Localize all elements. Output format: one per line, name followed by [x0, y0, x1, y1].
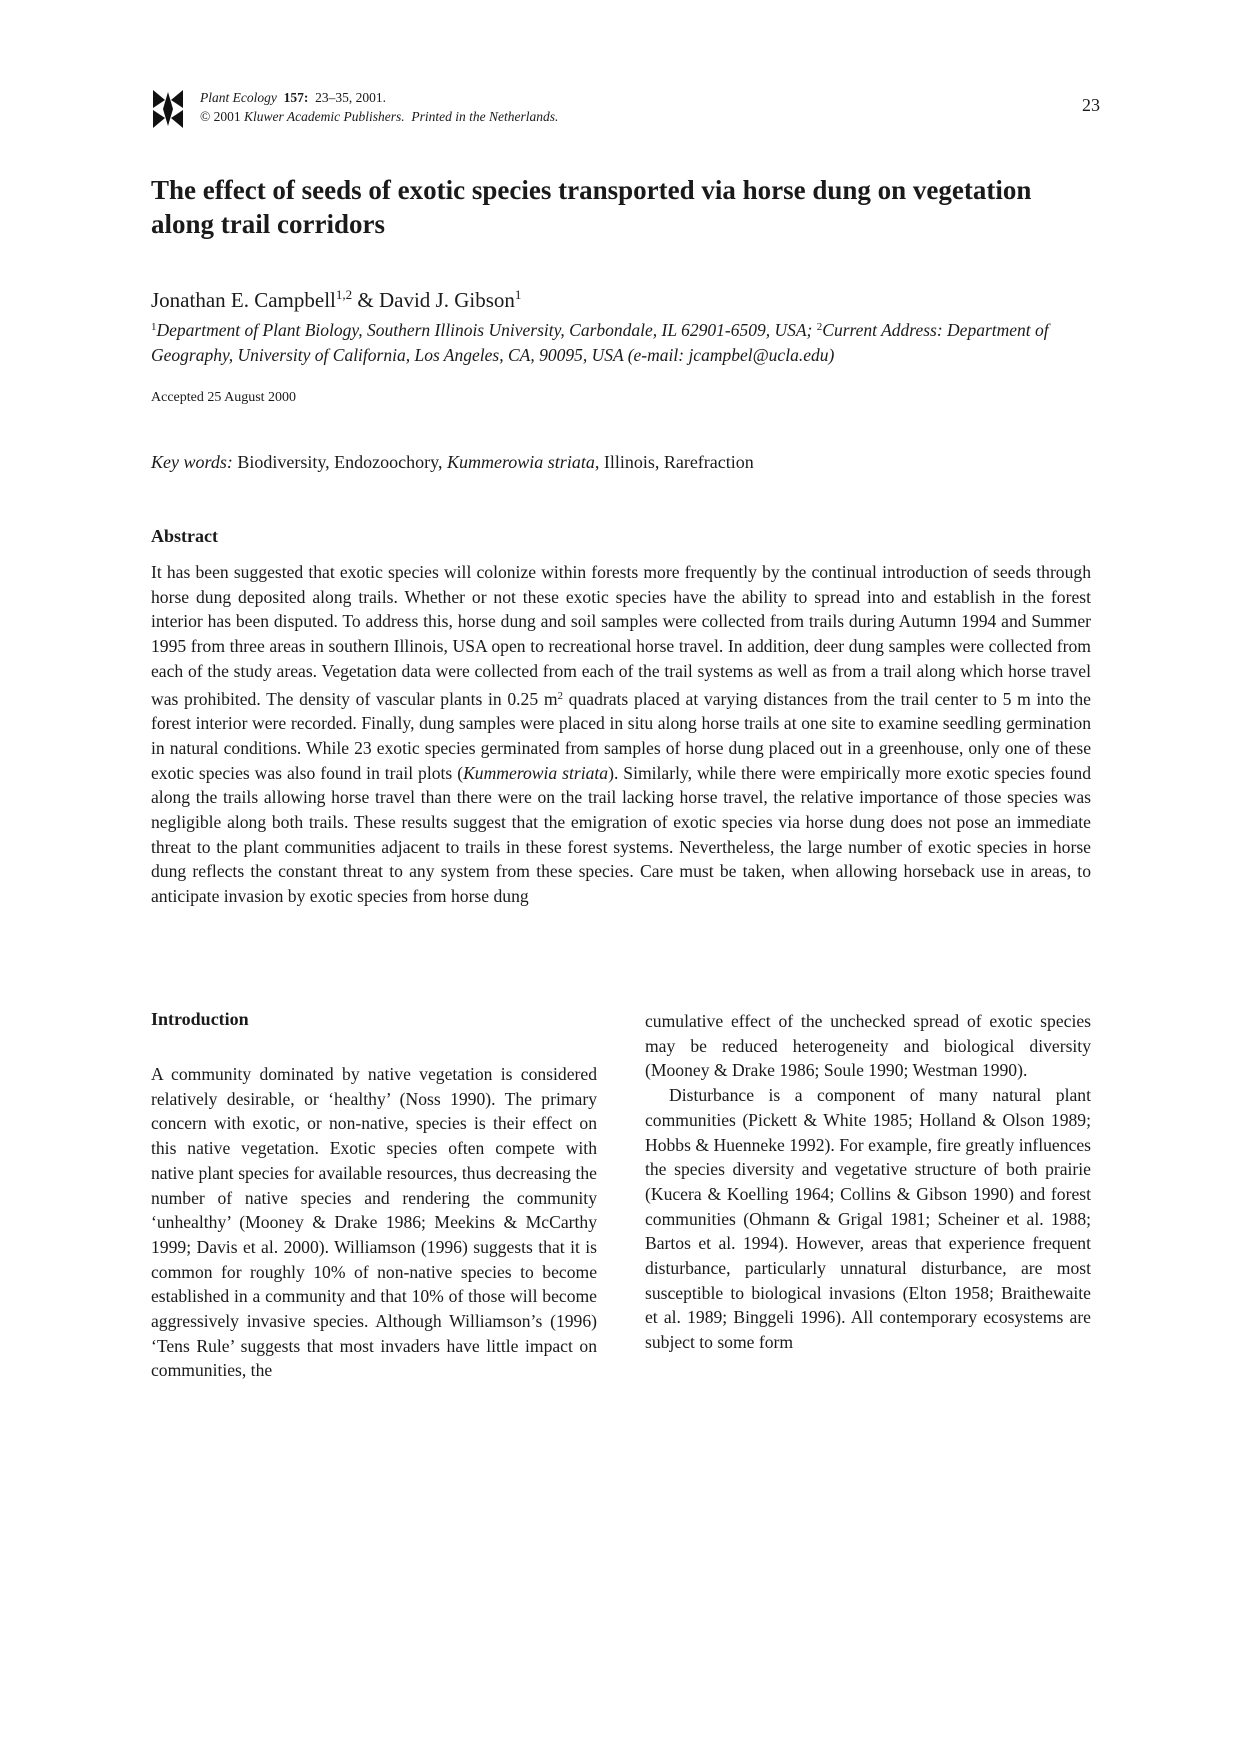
paragraph: Disturbance is a component of many natural plant communities (Pickett & White 1985; Holland & Olson 1989; Hobbs & Huenneke 1992). For example, fire greatly influences the species diversity and vegetative structure of both prairie (Kucera & Koelling 1964; Collins & Gibson 1990) and forest communities (Ohmann & Grigal 1981; Scheiner et al. 1988; Bartos et al. 1994). However, areas that experience frequent disturbance, particularly unnatural disturbance, are most susceptible to biological invasions (Elton 1958; Braithewaite et al. 1989; Binggeli 1996). All contemporary ecosystems are subject to some form	[645, 1085, 1091, 1353]
introduction-right-column	[645, 1009, 1091, 1355]
paper-title: The effect of seeds of exotic species transported via horse dung on vegetation along trail corridors	[151, 175, 1032, 239]
affiliation-text: Department of Plant Biology, Southern Illinois University, Carbondale, IL 62901-6509, USA;	[156, 320, 817, 340]
keywords-text: Biodiversity, Endozoochory,	[232, 452, 447, 472]
author-affiliation-mark: 1	[514, 287, 522, 302]
page-number: 23	[1082, 95, 1100, 115]
journal-pages-year: 23–35, 2001.	[315, 90, 386, 105]
accepted-date: Accepted 25 August 2000	[151, 390, 297, 405]
printed-note: Printed in the Netherlands.	[411, 109, 559, 124]
abstract-superscript: 2	[557, 689, 563, 702]
author-list	[151, 287, 521, 313]
author-affiliation-mark: 1,2	[335, 287, 353, 302]
abstract-species: Kummerowia striata	[463, 762, 609, 783]
affiliation-text: Current Address: Department of Geography, University of California, Los Angeles, CA, 90095, USA (e-mail: jcampbel@ucla.edu)	[151, 320, 1049, 365]
abstract-text: ). Similarly, while there were empirically more exotic species found along the trails allowing horse travel than there were on the trail lacking horse travel, the relative importance of those species was negligible along both trails. These results suggest that the emigration of exotic species via horse dung does not pose an immediate threat to the plant communities adjacent to trails in these forest systems. Nevertheless, the large number of exotic species in horse dung reflects the constant threat to any system from these species. Care must be taken, when allowing horseback use in areas, to anticipate invasion by exotic species from horse dung	[151, 762, 1091, 907]
journal-citation	[200, 88, 558, 126]
introduction-heading: Introduction	[151, 1009, 249, 1029]
author-name: Jonathan E. Campbell	[151, 288, 336, 312]
keywords	[151, 452, 754, 473]
affiliation-mark: 1	[151, 321, 157, 333]
journal-volume: 157:	[283, 90, 309, 105]
affiliation-mark: 2	[816, 321, 823, 333]
abstract-heading: Abstract	[151, 526, 218, 546]
abstract-text: quadrats placed at varying distances from the trail center to 5 m into the forest interior were recorded. Finally, dung samples were placed in situ along horse trails at one site to examine seedling germination in natural conditions. While 23 exotic species germinated from samples of horse dung placed out in a greenhouse, only one of these exotic species was also found in trail plots (	[151, 688, 1091, 783]
publisher-name: Kluwer Academic Publishers.	[244, 109, 405, 124]
author-name: David J. Gibson	[378, 288, 515, 312]
keywords-label: Key words:	[151, 452, 233, 472]
keywords-text: , Illinois, Rarefraction	[594, 452, 754, 472]
publisher-logo-icon	[151, 88, 185, 130]
paragraph: cumulative effect of the unchecked spread of exotic species may be reduced heterogeneity and biological diversity (Mooney & Drake 1986; Soule 1990; Westman 1990).	[645, 1011, 1091, 1081]
author-separator: &	[352, 288, 379, 312]
keywords-species: Kummerowia striata	[446, 452, 595, 472]
abstract-body	[151, 560, 1091, 909]
journal-name: Plant Ecology	[200, 90, 277, 105]
copyright-prefix: © 2001	[200, 109, 241, 124]
introduction-left-column	[151, 1062, 597, 1383]
abstract-text: It has been suggested that exotic species will colonize within forests more frequently by the continual introduction of seeds through horse dung deposited along trails. Whether or not these exotic species have the ability to spread into and establish in the forest interior has been disputed. To address this, horse dung and soil samples were collected from trails during Autumn 1994 and Summer 1995 from three areas in southern Illinois, USA open to recreational horse travel. In addition, deer dung samples were collected from each of the study areas. Vegetation data were collected from each of the trail systems as well as from a trail along which horse travel was prohibited. The density of vascular plants in 0.25 m	[151, 562, 1091, 709]
affiliations	[151, 315, 1091, 368]
paragraph: A community dominated by native vegetation is considered relatively desirable, or ‘healthy’ (Noss 1990). The primary concern with exotic, or non-native, species is their effect on this native vegetation. Exotic species often compete with native plant species for available resources, thus decreasing the number of native species and rendering the community ‘unhealthy’ (Mooney & Drake 1986; Meekins & McCarthy 1999; Davis et al. 2000). Williamson (1996) suggests that it is common for roughly 10% of non-native species to become established in a community and that 10% of those will become aggressively invasive species. Although Williamson’s (1996) ‘Tens Rule’ suggests that most invaders have little impact on communities, the	[151, 1064, 597, 1381]
